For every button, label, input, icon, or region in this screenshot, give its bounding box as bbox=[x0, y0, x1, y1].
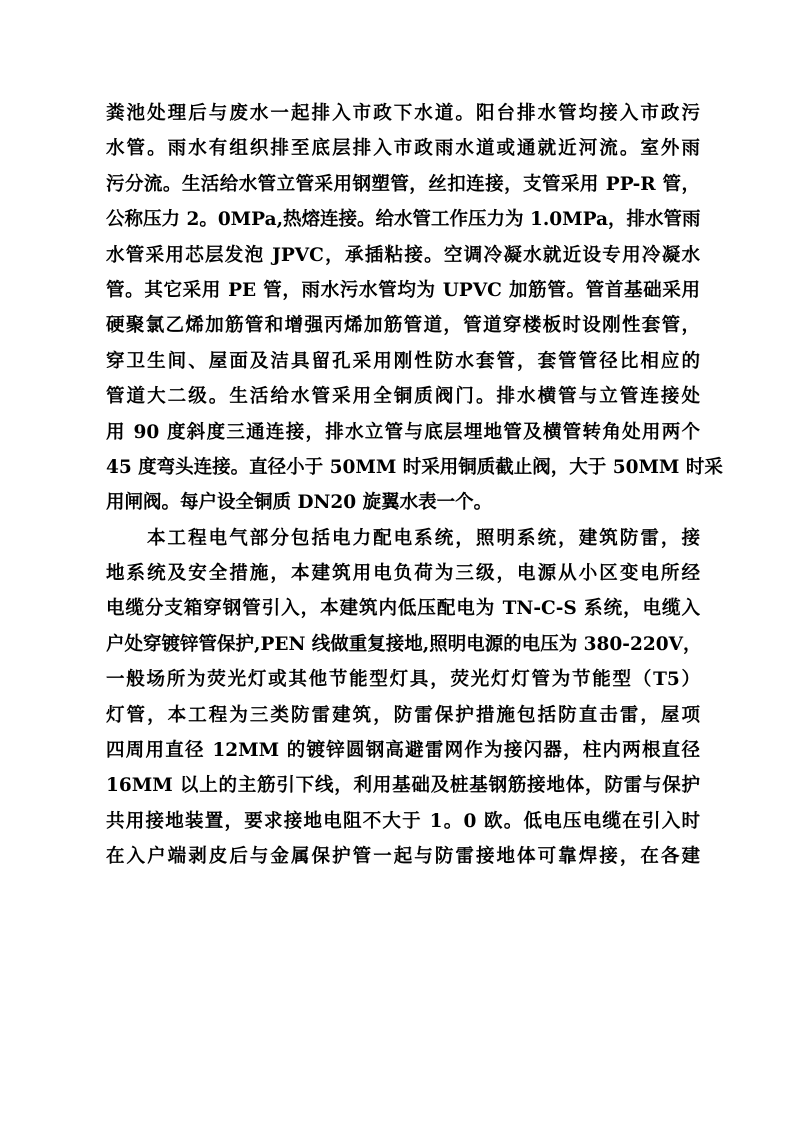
text-line: 管道大二级。生活给水管采用全铜质阀门。排水横管与立管连接处 bbox=[106, 386, 700, 408]
text-line: 粪池处理后与废水一起排入市政下水道。阳台排水管均接入市政污 bbox=[106, 103, 700, 124]
text-line: 四周用直径 12MM 的镀锌圆钢高避雷网作为接闪器，柱内两根直径 bbox=[106, 740, 700, 762]
body-text bbox=[106, 96, 723, 875]
text-line: 用 90 度斜度三通连接，排水立管与底层埋地管及横管转角处用两个 bbox=[106, 421, 700, 443]
text-line: 水管采用芯层发泡 JPVC，承插粘接。空调冷凝水就近设专用冷凝水 bbox=[106, 244, 700, 266]
text-line: 穿卫生间、屋面及洁具留孔采用刚性防水套管，套管管径比相应的 bbox=[106, 350, 700, 372]
text-line: 水管。雨水有组织排至底层排入市政雨水道或通就近河流。室外雨 bbox=[106, 138, 700, 160]
text-line: 一般场所为荧光灯或其他节能型灯具，荧光灯灯管为节能型（T5） bbox=[106, 669, 700, 691]
text-line: 公称压力 2。0MPa,热熔连接。给水管工作压力为 1.0MPa，排水管雨 bbox=[106, 209, 701, 231]
text-line: 地系统及安全措施，本建筑用电负荷为三级，电源从小区变电所经 bbox=[106, 563, 700, 585]
text-line: 16MM 以上的主筋引下线，利用基础及桩基钢筋接地体，防雷与保护 bbox=[106, 775, 700, 797]
text-line: 硬聚氯乙烯加筋管和增强丙烯加筋管道，管道穿楼板时设刚性套管， bbox=[106, 315, 700, 337]
paragraph-electrical bbox=[106, 521, 700, 875]
text-line: 灯管，本工程为三类防雷建筑，防雷保护措施包括防直击雷，屋项 bbox=[106, 704, 700, 726]
text-line: 在入户端剥皮后与金属保护管一起与防雷接地体可靠焊接，在各建 bbox=[106, 846, 700, 868]
text-line: 共用接地装置，要求接地电阻不大于 1。0 欧。低电压电缆在引入时 bbox=[106, 810, 700, 832]
text-line: 污分流。生活给水管立管采用钢塑管，丝扣连接，支管采用 PP-R 管， bbox=[106, 173, 700, 195]
text-line: 本工程电气部分包括电力配电系统，照明系统，建筑防雷，接 bbox=[147, 527, 700, 549]
text-line: 用闸阀。每户设全铜质 DN20 旋翼水表一个。 bbox=[106, 492, 493, 514]
text-line: 45 度弯头连接。直径小于 50MM 时采用铜质截止阀，大于 50MM 时采 bbox=[106, 456, 723, 478]
text-line: 管。其它采用 PE 管，雨水污水管均为 UPVC 加筋管。管首基础采用 bbox=[106, 279, 700, 301]
paragraph-plumbing bbox=[106, 96, 723, 521]
text-line: 户处穿镀锌管保护,PEN 线做重复接地,照明电源的电压为 380-220V， bbox=[106, 633, 702, 655]
text-line: 电缆分支箱穿钢管引入，本建筑内低压配电为 TN-C-S 系统，电缆入 bbox=[106, 598, 700, 620]
